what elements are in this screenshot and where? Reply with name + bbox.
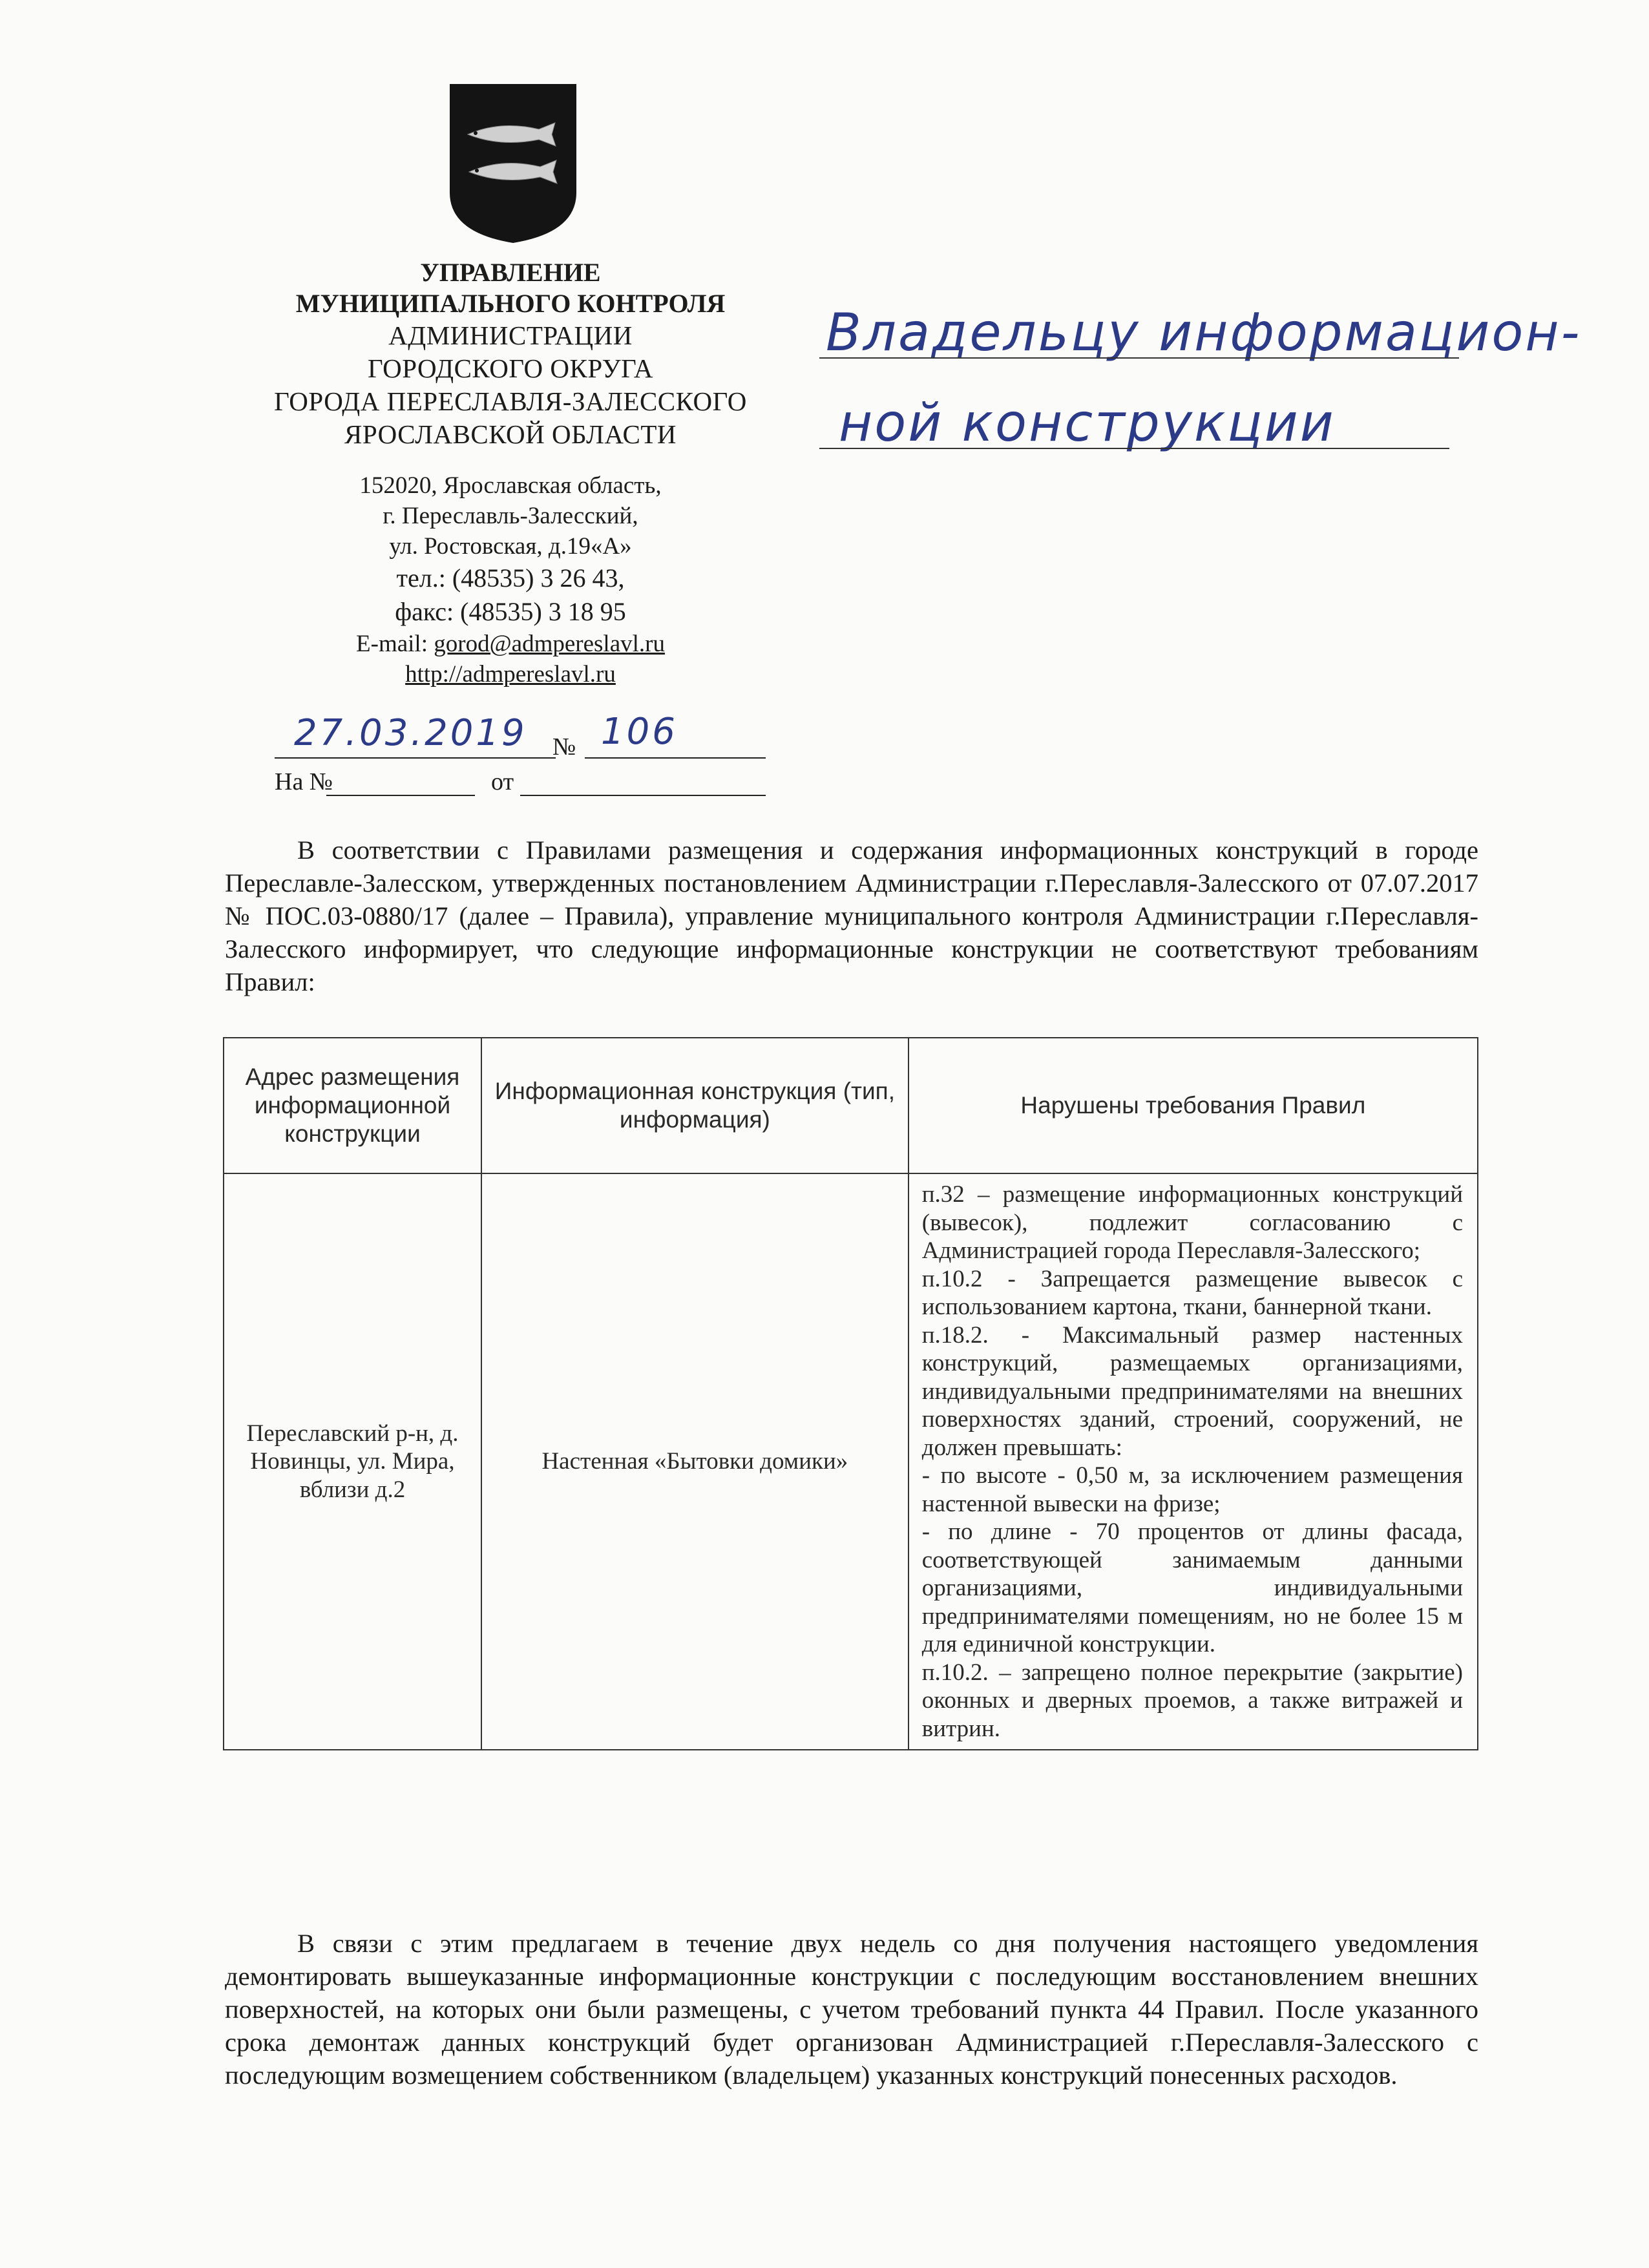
coat-of-arms-emblem-icon [448, 83, 578, 244]
violation-item: - по длине - 70 процентов от длины фасада, соответствующей занимаемым данными организациями, индивидуальными предпринимателями помещениям, но не более 15 м для единичной конструкции. [921, 1518, 1463, 1657]
cell-construction: Настенная «Бытовки домики» [481, 1173, 909, 1750]
org-name-line: АДМИНИСТРАЦИИ [388, 320, 633, 350]
address-line: ул. Ростовская, д.19«А» [389, 533, 632, 560]
violation-item: п.10.2 - Запрещается размещение вывесок с использованием картона, ткани, баннерной ткани. [921, 1265, 1463, 1320]
email-line [220, 629, 801, 659]
intro-paragraph: В соответствии с Правилами размещения и содержания информационных конструкций в городе Переславле-Залесском, утвержденных постановлением Администрации г.Переславля-Залесского от 07.07.2017 № ПОС.03-0880/17 (далее – Правила), управление муниципального контроля Администрации г.Переславля-Залесского информирует, что следующие информационные конструкции не соответствуют требованиям Правил: [225, 835, 1478, 996]
contact-block [220, 470, 801, 689]
address-line: 152020, Ярославская область, [359, 472, 662, 499]
addressee-line-1: Владельцу информацион- [826, 302, 1582, 362]
registration-number: 106 [601, 711, 678, 753]
table-header-row [224, 1038, 1478, 1173]
ref-from-label: от [491, 768, 514, 795]
fax-line: факс: (48535) 3 18 95 [395, 597, 626, 626]
organization-header [194, 257, 827, 451]
registration-block [275, 711, 766, 801]
phone-line: тел.: (48535) 3 26 43, [396, 563, 625, 593]
violation-item: п.10.2. – запрещено полное перекрытие (закрытие) оконных и дверных проемов, а также витражей и витрин. [921, 1659, 1463, 1742]
ref-number-label: На № [275, 768, 333, 795]
violations-table [223, 1037, 1478, 1750]
handwritten-addressee [819, 279, 1582, 467]
registration-date: 27.03.2019 [294, 712, 527, 754]
outro-paragraph: В связи с этим предлагаем в течение двух недель со дня получения настоящего уведомления демонтировать вышеуказанные информационные конструкции с последующим восстановлением внешних поверхностей, на которых они были размещены, с учетом требований пункта 44 Правил. После указанного срока демонтаж данных конструкций будет организован Администрацией г.Переславля-Залесского с последующим возмещением собственником (владельцем) указанных конструкций понесенных расходов. [225, 1929, 1478, 2090]
table-row [224, 1173, 1478, 1750]
violation-item: - по высоте - 0,50 м, за исключением размещения настенной вывески на фризе; [921, 1462, 1463, 1517]
addressee-line-2: ной конструкции [839, 393, 1336, 453]
number-label: № [552, 733, 576, 761]
website-link[interactable]: http://admpereslavl.ru [405, 661, 616, 688]
column-header-construction: Информационная конструкция (тип, информация) [481, 1038, 909, 1173]
address-line: г. Переславль-Залесский, [383, 503, 638, 529]
email-label: E-mail: [356, 631, 434, 657]
cell-address: Переславский р-н, д. Новинцы, ул. Мира, вблизи д.2 [224, 1173, 481, 1750]
email-link[interactable]: gorod@admpereslavl.ru [434, 631, 665, 657]
org-name-line: ГОРОДСКОГО ОКРУГА [367, 353, 654, 383]
org-name-line: МУНИЦИПАЛЬНОГО КОНТРОЛЯ [295, 289, 726, 318]
column-header-violations: Нарушены требования Правил [909, 1038, 1478, 1173]
org-name-line: ЯРОСЛАВСКОЙ ОБЛАСТИ [344, 419, 677, 449]
org-name-line: ГОРОДА ПЕРЕСЛАВЛЯ-ЗАЛЕССКОГО [274, 386, 747, 416]
column-header-address: Адрес размещения информационной конструкции [224, 1038, 481, 1173]
org-name-line: УПРАВЛЕНИЕ [420, 258, 601, 287]
violation-item: п.32 – размещение информационных конструкций (вывесок), подлежит согласованию с Администрацией города Переславля-Залесского; [921, 1181, 1463, 1264]
violation-item: п.18.2. - Максимальный размер настенных конструкций, размещаемых организациями, индивидуальными предпринимателями на внешних поверхностях зданий, строений, сооружений, не должен превышать: [921, 1321, 1463, 1461]
cell-violations [909, 1173, 1478, 1750]
